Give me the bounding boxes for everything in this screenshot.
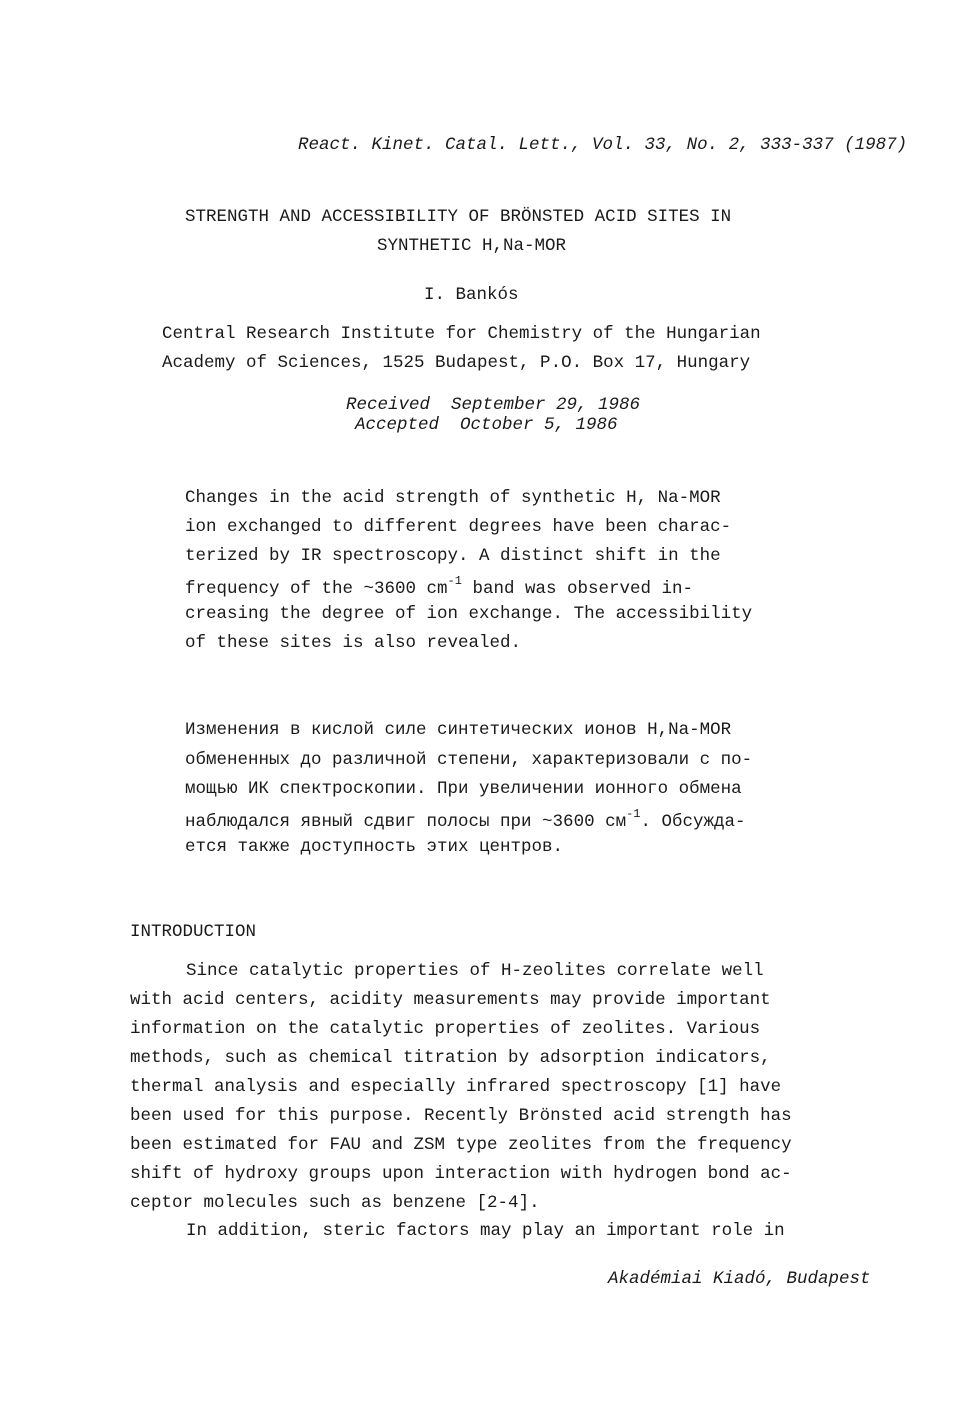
paper-title-line-2: SYNTHETIC H,Na-MOR bbox=[377, 236, 567, 256]
affiliation-line-1: Central Research Institute for Chemistry of the Hungarian bbox=[162, 324, 761, 344]
superscript-exponent: -1 bbox=[626, 807, 641, 821]
abstract-en-line: Changes in the acid strength of synthetic H, Na-MOR bbox=[185, 488, 721, 508]
abstract-ru-text: . Обсужда- bbox=[640, 811, 746, 832]
body-line: with acid centers, acidity measurements may provide important bbox=[130, 990, 771, 1010]
body-line: Since catalytic properties of H-zeolites correlate well bbox=[186, 961, 764, 981]
abstract-en-line: of these sites is also revealed. bbox=[185, 633, 522, 653]
abstract-en-line bbox=[185, 574, 693, 599]
abstract-ru-text: наблюдался явный сдвиг полосы при ~3600 см bbox=[185, 811, 627, 832]
publisher-footer: Akadémiai Kiadó, Budapest bbox=[608, 1269, 871, 1289]
journal-citation: React. Kinet. Catal. Lett., Vol. 33, No. 2, 333-337 (1987) bbox=[298, 135, 908, 155]
abstract-en-line: ion exchanged to different degrees have been charac- bbox=[185, 517, 732, 537]
abstract-ru-line: обмененных до различной степени, характеризовали с по- bbox=[185, 750, 753, 770]
affiliation-line-2: Academy of Sciences, 1525 Budapest, P.O. Box 17, Hungary bbox=[162, 353, 751, 373]
abstract-en-text: band was observed in- bbox=[461, 578, 693, 599]
introduction-paragraph-2-start: In addition, steric factors may play an important role in bbox=[186, 1221, 785, 1241]
body-line: ceptor molecules such as benzene [2-4]. bbox=[130, 1193, 540, 1213]
body-line: thermal analysis and especially infrared spectroscopy [1] have bbox=[130, 1077, 782, 1097]
body-line: methods, such as chemical titration by adsorption indicators, bbox=[130, 1048, 771, 1068]
body-line: been used for this purpose. Recently Brönsted acid strength has bbox=[130, 1106, 792, 1126]
abstract-en-line: creasing the degree of ion exchange. The accessibility bbox=[185, 604, 753, 624]
paper-title-line-1: STRENGTH AND ACCESSIBILITY OF BRÖNSTED ACID SITES IN bbox=[185, 207, 732, 227]
section-heading-introduction: INTRODUCTION bbox=[130, 922, 257, 942]
body-line: information on the catalytic properties of zeolites. Various bbox=[130, 1019, 761, 1039]
body-line: shift of hydroxy groups upon interaction with hydrogen bond ac- bbox=[130, 1164, 792, 1184]
abstract-ru-line: Изменения в кислой силе синтетических ионов H,Na-MOR bbox=[185, 720, 732, 740]
received-date: Received September 29, 1986 bbox=[346, 395, 641, 415]
abstract-en-text: frequency of the ~3600 cm bbox=[185, 578, 448, 599]
abstract-ru-line: ется также доступность этих центров. bbox=[185, 837, 564, 857]
abstract-ru-line bbox=[185, 807, 746, 832]
abstract-en-line: terized by IR spectroscopy. A distinct shift in the bbox=[185, 546, 721, 566]
superscript-exponent: -1 bbox=[447, 574, 462, 588]
accepted-date: Accepted October 5, 1986 bbox=[355, 415, 618, 435]
author-name: I. Bankós bbox=[424, 285, 519, 305]
body-line: been estimated for FAU and ZSM type zeolites from the frequency bbox=[130, 1135, 792, 1155]
abstract-ru-line: мощью ИК спектроскопии. При увеличении ионного обмена bbox=[185, 779, 742, 799]
